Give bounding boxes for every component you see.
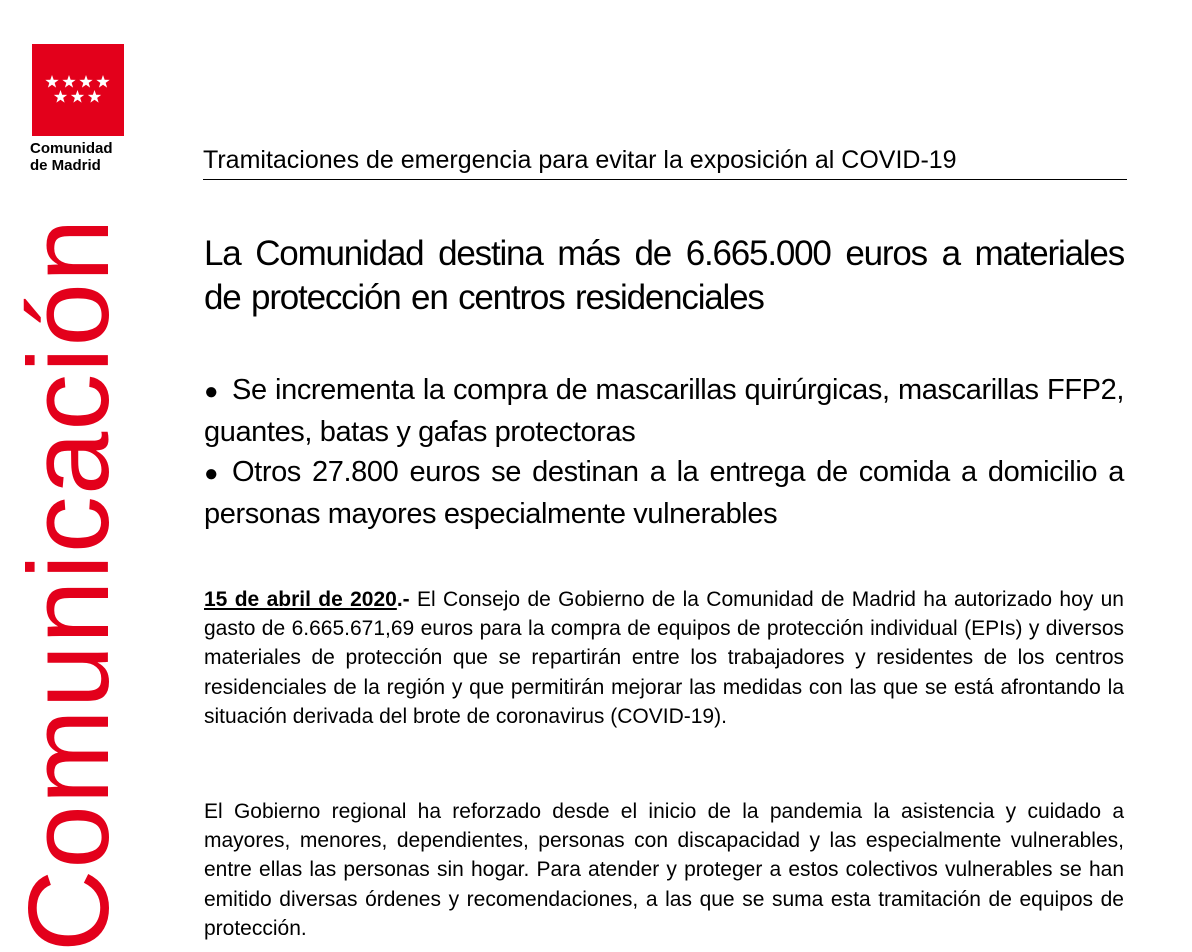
logo-wordmark [30, 140, 150, 174]
body-paragraph-1 [204, 585, 1124, 731]
comunidad-de-madrid-logo [32, 44, 124, 136]
headline: La Comunidad destina más de 6.665.000 euros a materiales de protección en centros residenciales [204, 234, 1124, 317]
bullet-text: Otros 27.800 euros se destinan a la entrega de comida a domicilio a personas mayores especialmente vulnerables [204, 456, 1124, 530]
logo-line-1: Comunidad [30, 140, 113, 157]
bullet-item [204, 370, 1124, 452]
section-title: Tramitaciones de emergencia para evitar la exposición al COVID-19 [203, 143, 1127, 180]
body-paragraph-2: El Gobierno regional ha reforzado desde el inicio de la pandemia la asistencia y cuidado a mayores, menores, dependientes, personas con discapacidad y las especialmente vulnerables, entre ellas las personas sin hogar. Para atender y proteger a estos colectivos vulnerables se han emitido diversas órdenes y recomendaciones, a las que se suma esta tramitación de equipos de protección. [204, 800, 1124, 940]
vertical-label-container [6, 217, 133, 952]
paragraph-1-text: El Consejo de Gobierno de la Comunidad de Madrid ha autorizado hoy un gasto de 6.665.671,69 euros para la compra de equipos de protección individual (EPIs) y diversos materiales de protección que se repartirán entre los trabajadores y residentes de los centros residenciales de la región y que permitirán mejorar las medidas con las que se está afrontando la situación derivada del brote de coronavirus (COVID-19). [204, 588, 1124, 728]
vertical-label: Comunicación [6, 217, 133, 952]
bullet-list [204, 370, 1124, 534]
seven-stars-icon [32, 44, 124, 136]
bullet-item [204, 452, 1124, 534]
bullet-text: Se incrementa la compra de mascarillas quirúrgicas, mascarillas FFP2, guantes, batas y gafas protectoras [204, 374, 1124, 448]
logo-line-2: de Madrid [30, 157, 101, 174]
bullet-dot-icon: ● [204, 378, 219, 405]
bullet-dot-icon: ● [204, 460, 219, 487]
dateline: 15 de abril de 2020 [204, 588, 397, 611]
dateline-separator: .- [396, 588, 410, 611]
